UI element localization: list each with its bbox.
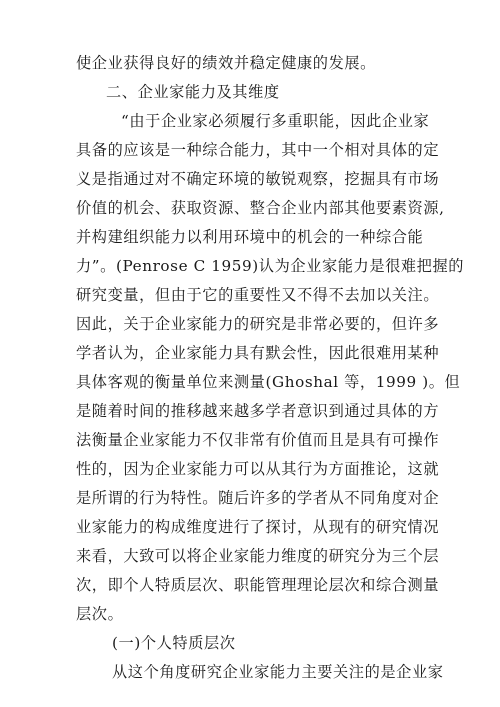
paragraph-line: 性的，因为企业家能力可以从其行为方面推论，这就 (76, 460, 440, 478)
paragraph-line: 具备的应该是一种综合能力，其中一个相对具体的定 (76, 141, 440, 159)
paragraph-line: 力”。(Penrose C 1959)认为企业家能力是很难把握的 (76, 257, 465, 275)
paragraph-line: 使企业获得良好的绩效并稳定健康的发展。 (76, 54, 376, 72)
paragraph-line: “由于企业家必须履行多重职能，因此企业家 (121, 112, 430, 130)
paragraph-line: 业家能力的构成维度进行了探讨，从现有的研究情况 (76, 518, 440, 536)
paragraph-line: 学者认为，企业家能力具有默会性，因此很难用某种 (76, 344, 440, 362)
section-heading: 二、企业家能力及其维度 (106, 83, 280, 101)
paragraph-line: 是随着时间的推移越来越多学者意识到通过具体的方 (76, 402, 440, 420)
paragraph-line: 研究变量，但由于它的重要性又不得不去加以关注。 (76, 286, 440, 304)
paragraph-line: 法衡量企业家能力不仅非常有价值而且是具有可操作 (76, 431, 440, 449)
paragraph-line: 是所谓的行为特性。随后许多的学者从不同角度对企 (76, 489, 440, 507)
paragraph-line: 并构建组织能力以利用环境中的机会的一种综合能 (76, 228, 424, 246)
paragraph-line: 从这个角度研究企业家能力主要关注的是企业家 (112, 663, 444, 681)
paragraph-line: 来看，大致可以将企业家能力维度的研究分为三个层 (76, 547, 440, 565)
paragraph-line: 因此，关于企业家能力的研究是非常必要的，但许多 (76, 315, 440, 333)
paragraph-line: 层次。 (76, 605, 124, 623)
subsection-heading: (一)个人特质层次 (112, 634, 236, 652)
paragraph-line: 具体客观的衡量单位来测量(Ghoshal 等，1999 )。但 (76, 373, 461, 391)
paragraph-line: 价值的机会、获取资源、整合企业内部其他要素资源, (76, 199, 445, 217)
paragraph-line: 次，即个人特质层次、职能管理理论层次和综合测量 (76, 576, 440, 594)
paragraph-line: 义是指通过对不确定环境的敏锐观察，挖掘具有市场 (76, 170, 440, 188)
